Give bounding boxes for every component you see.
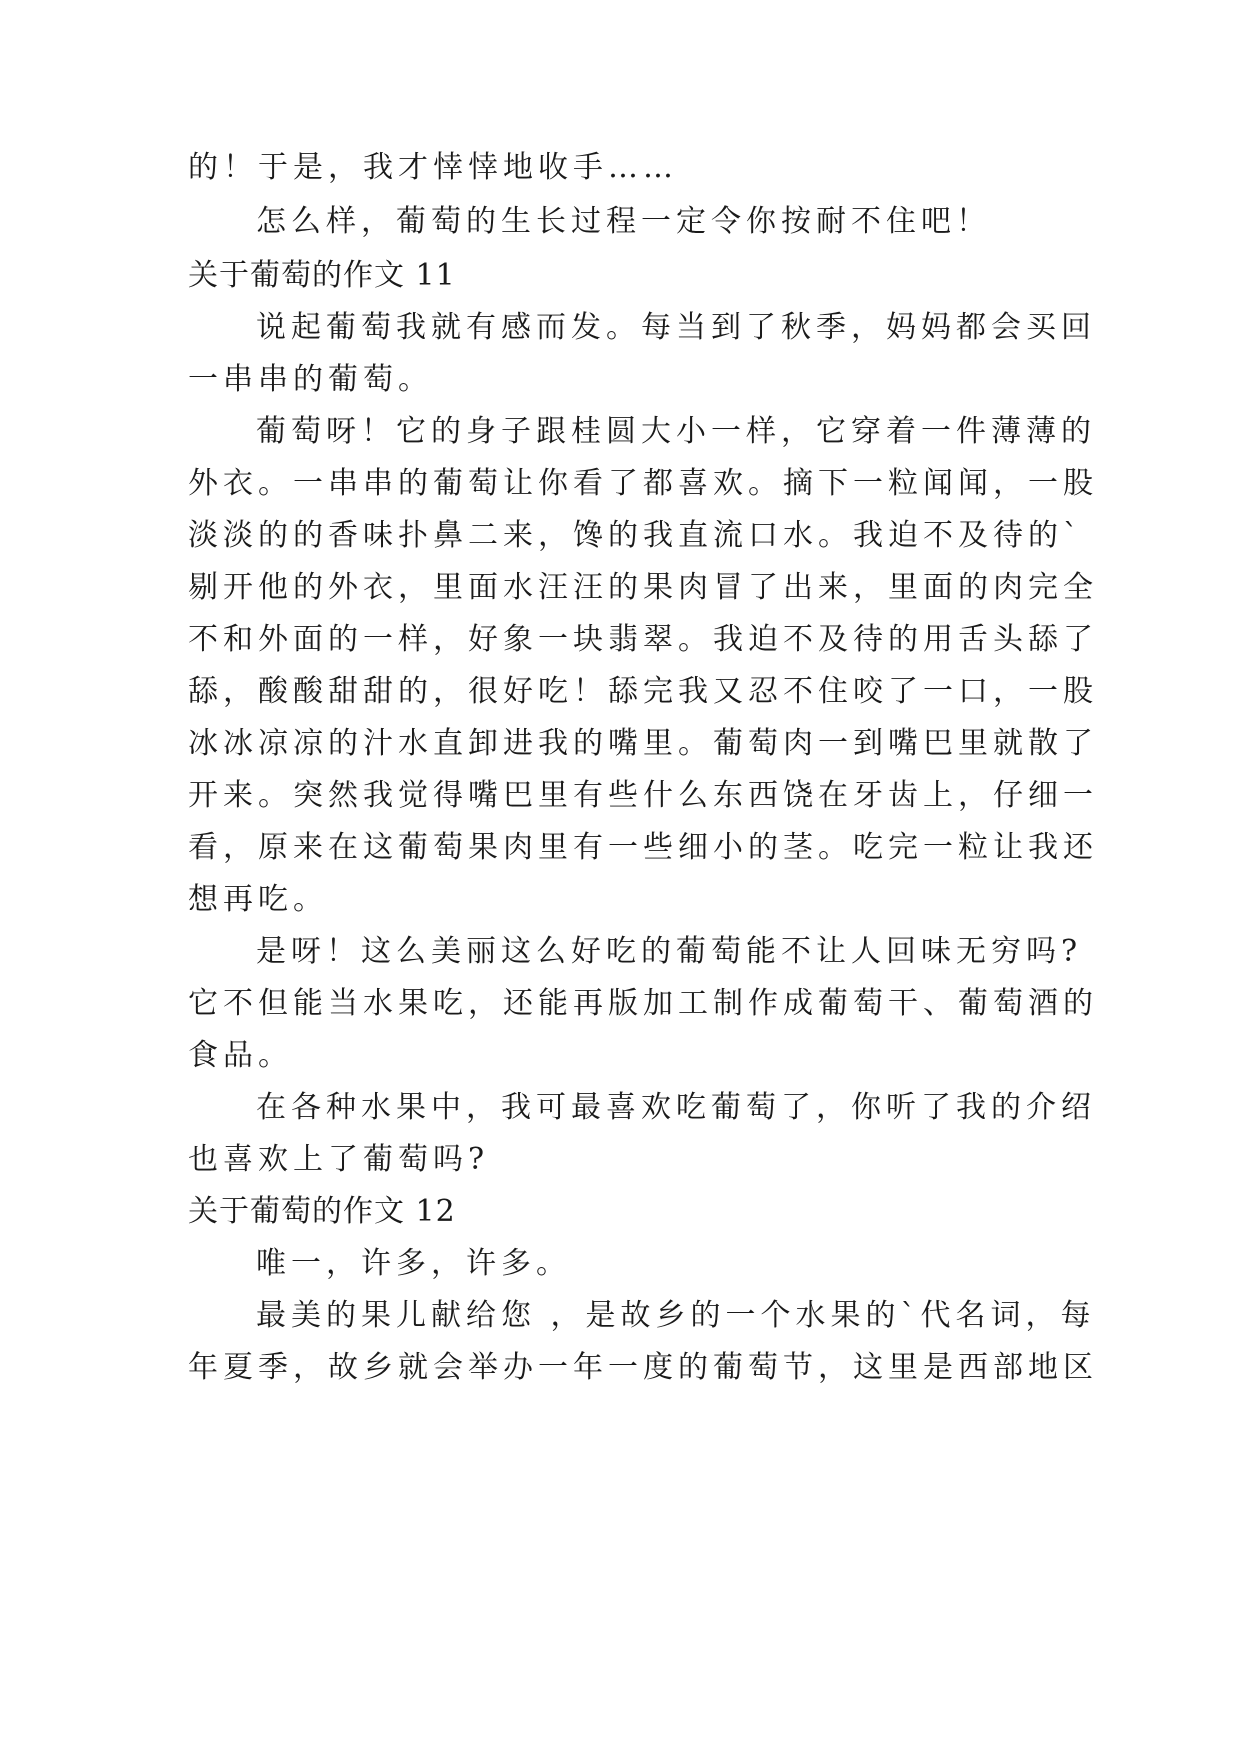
text-line: 年夏季，故乡就会举办一年一度的葡萄节，这里是西部地区 <box>188 1350 1098 1385</box>
paragraph-first-line: 在各种水果中，我可最喜欢吃葡萄了，你听了我的介绍 <box>256 1090 1096 1125</box>
text-line: 一串串的葡萄。 <box>188 362 433 397</box>
text-line: 开来。突然我觉得嘴巴里有些什么东西饶在牙齿上，仔细一 <box>188 778 1098 813</box>
text-line: 看，原来在这葡萄果肉里有一些细小的茎。吃完一粒让我还 <box>188 830 1098 865</box>
text-line: 淡淡的的香味扑鼻二来，馋的我直流口水。我迫不及待的` <box>188 518 1083 553</box>
section-heading: 关于葡萄的作文 11 <box>188 258 456 293</box>
text-line: 冰冰凉凉的汁水直卸进我的嘴里。葡萄肉一到嘴巴里就散了 <box>188 726 1098 761</box>
section-heading: 关于葡萄的作文 12 <box>188 1194 456 1229</box>
text-line: 外衣。一串串的葡萄让你看了都喜欢。摘下一粒闻闻，一股 <box>188 466 1098 501</box>
paragraph-first-line: 唯一，许多，许多。 <box>256 1246 571 1281</box>
text-line: 它不但能当水果吃，还能再版加工制作成葡萄干、葡萄酒的 <box>188 986 1098 1021</box>
text-line: 舔，酸酸甜甜的，很好吃！舔完我又忍不住咬了一口，一股 <box>188 674 1098 709</box>
text-line: 的！于是，我才悻悻地收手…… <box>188 150 678 185</box>
paragraph-first-line: 说起葡萄我就有感而发。每当到了秋季，妈妈都会买回 <box>256 310 1096 345</box>
text-line: 食品。 <box>188 1038 293 1073</box>
paragraph-first-line: 最美的果儿献给您 ，是故乡的一个水果的`代名词，每 <box>256 1298 1096 1333</box>
text-line: 也喜欢上了葡萄吗? <box>188 1142 490 1177</box>
text-line: 想再吃。 <box>188 882 328 917</box>
paragraph-first-line: 葡萄呀！它的身子跟桂圆大小一样，它穿着一件薄薄的 <box>256 414 1096 449</box>
text-line: 不和外面的一样，好象一块翡翠。我迫不及待的用舌头舔了 <box>188 622 1098 657</box>
paragraph-first-line: 是呀！这么美丽这么好吃的葡萄能不让人回味无穷吗? <box>256 934 1083 969</box>
text-line: 剔开他的外衣，里面水汪汪的果肉冒了出来，里面的肉完全 <box>188 570 1098 605</box>
paragraph-first-line: 怎么样，葡萄的生长过程一定令你按耐不住吧！ <box>256 204 991 239</box>
